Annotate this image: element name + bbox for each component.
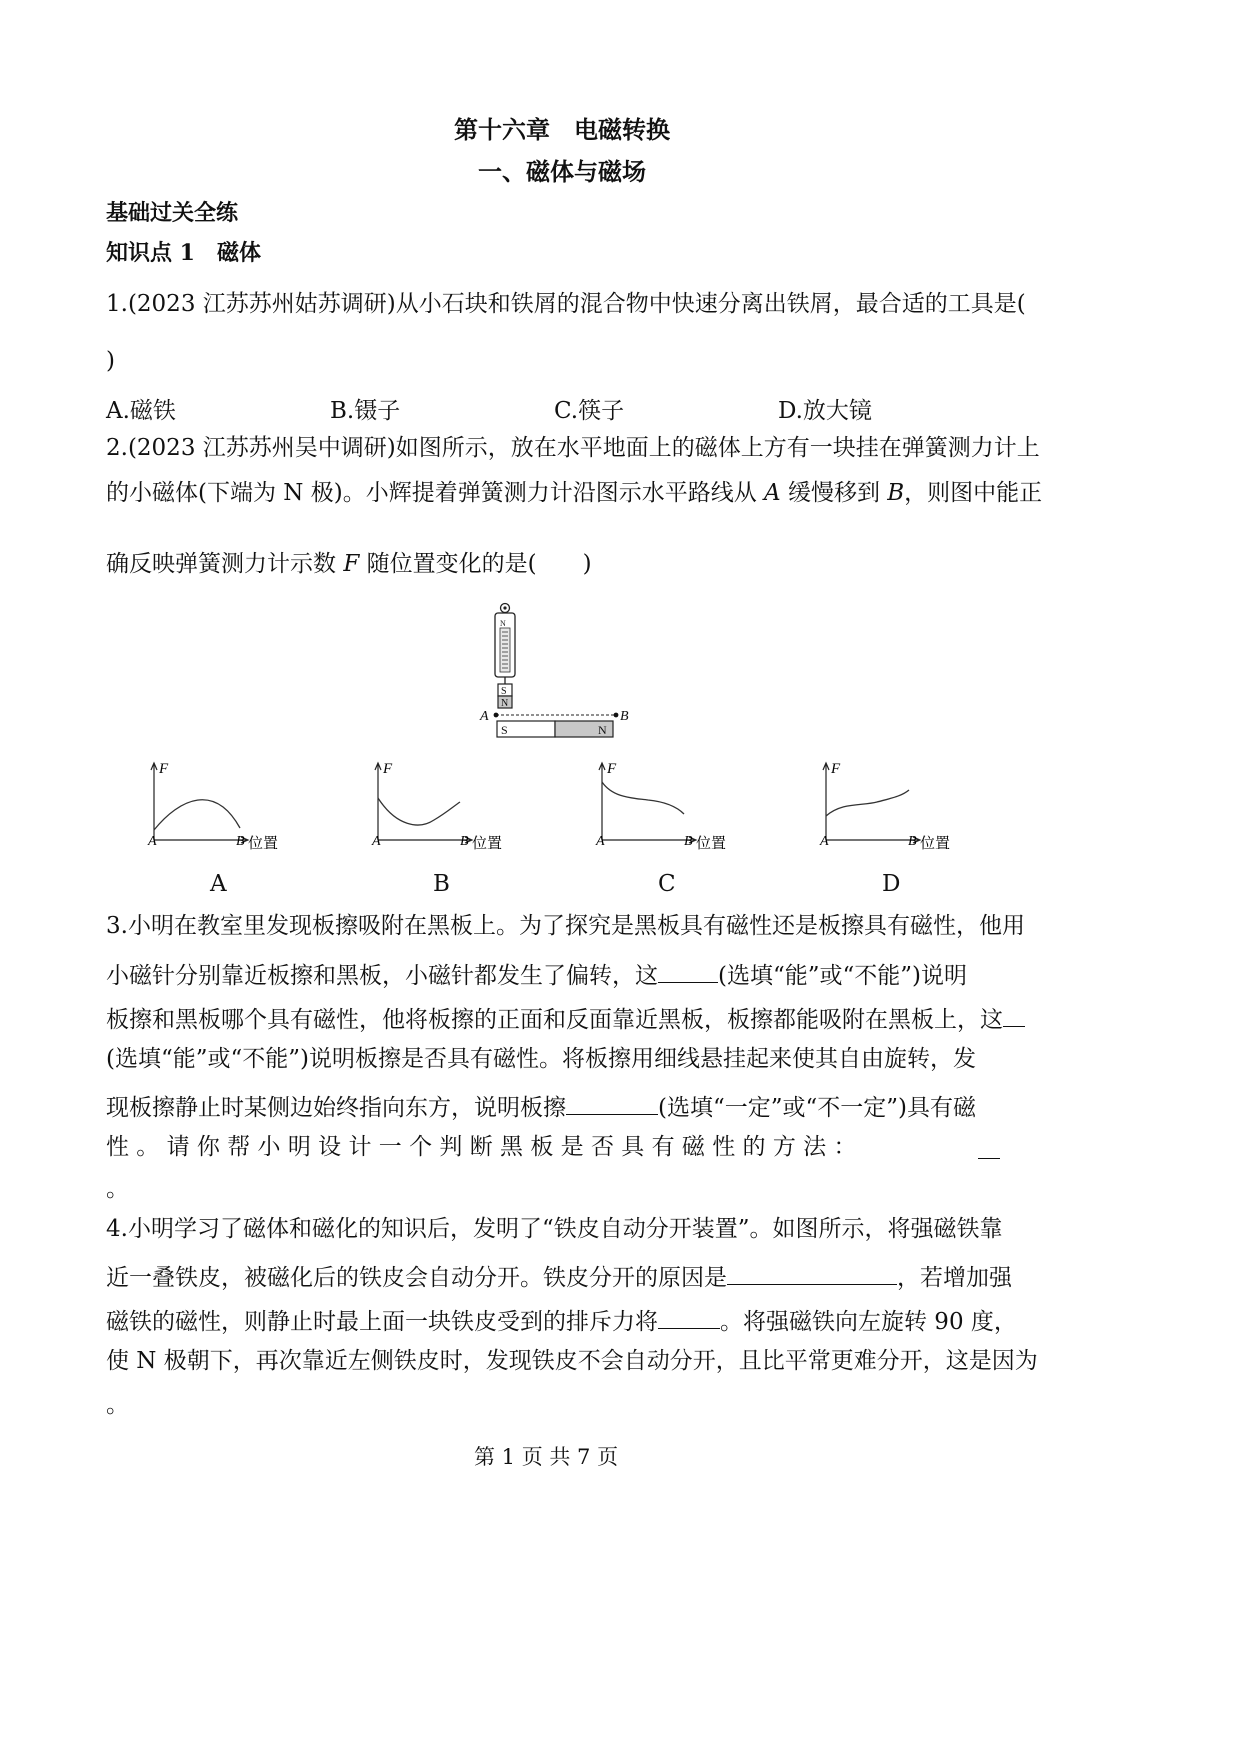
graph-option-b (364, 758, 524, 858)
graph-x-start: A (596, 834, 605, 849)
bar-magnet-south-label: S (501, 723, 508, 737)
practice-heading: 基础过关全练 (106, 200, 239, 226)
question-2-line-3 (106, 553, 592, 576)
graph-y-label: F (831, 761, 841, 777)
path-point-a: A (480, 709, 489, 724)
answer-blank[interactable] (658, 960, 718, 983)
path-point-b: B (620, 709, 629, 724)
q1-option-c: C.筷子 (554, 398, 625, 424)
graph-option-a-label: A (210, 871, 227, 897)
q2-text-part: ，则图中能正 (904, 480, 1043, 506)
q3-text-part: (选填“一定”或“不一定”)具有磁 (658, 1095, 976, 1121)
question-4-line-1: 4.小明学习了磁体和磁化的知识后，发明了“铁皮自动分开装置”。如图所示，将强磁铁靠 (106, 1216, 1003, 1242)
q1-option-a: A.磁铁 (106, 398, 176, 424)
answer-blank[interactable] (727, 1262, 897, 1285)
q1-option-b: B.镊子 (330, 398, 401, 424)
graph-y-label: F (383, 761, 393, 777)
graph-x-label: 位置 (696, 836, 727, 852)
graph-option-a (140, 758, 300, 858)
question-3-line-3 (106, 1004, 1025, 1032)
graph-x-end: B (236, 834, 245, 849)
question-4-line-3 (106, 1306, 1017, 1334)
graph-curve (602, 782, 684, 814)
graph-option-c-label: C (658, 871, 676, 897)
question-3-line-4: (选填“能”或“不能”)说明板擦是否具有磁性。将板擦用细线悬挂起来使其自由旋转，发 (106, 1046, 976, 1072)
graph-x-label: 位置 (472, 836, 503, 852)
question-1-close-paren: ) (106, 348, 115, 374)
answer-blank[interactable] (566, 1092, 658, 1115)
question-3-line-1: 3.小明在教室里发现板擦吸附在黑板上。为了探究是黑板具有磁性还是板擦具有磁性，他用 (106, 913, 1025, 939)
q2-point-b: B (887, 480, 905, 506)
question-3-line-6: 性 。 请 你 帮 小 明 设 计 一 个 判 断 黑 板 是 否 具 有 磁 性 的 方 法 ： (106, 1134, 857, 1160)
q2-text-part: 确反映弹簧测力计示数 (106, 551, 344, 577)
q2-text-part: 随位置变化的是( ) (359, 551, 592, 577)
small-magnet-north-label: N (501, 698, 509, 709)
section-title: 一、磁体与磁场 (478, 157, 646, 186)
question-4-line-5: 。 (106, 1392, 129, 1418)
question-2-line-1: 2.(2023 江苏苏州吴中调研)如图所示，放在水平地面上的磁体上方有一块挂在弹簧测力计上 (106, 435, 1040, 461)
graph-y-label: F (607, 761, 617, 777)
graph-x-end: B (460, 834, 469, 849)
question-3-line-2 (106, 960, 967, 988)
graph-curve (378, 798, 460, 825)
q3-text-part: 小磁针分别靠近板擦和黑板，小磁针都发生了偏转，这 (106, 963, 658, 989)
q3-text-part: (选填“能”或“不能”)说明 (718, 963, 967, 989)
q2-text-part: 的小磁体(下端为 N 极)。小辉提着弹簧测力计沿图示水平路线从 (106, 480, 765, 506)
meter-unit-label: N (500, 619, 506, 628)
question-3-line-5 (106, 1092, 976, 1120)
q2-point-a: A (764, 480, 781, 506)
question-1-text: 1.(2023 江苏苏州姑苏调研)从小石块和铁屑的混合物中快速分离出铁屑，最合适的工具是( (106, 291, 1026, 317)
question-4-line-4: 使 N 极朝下，再次靠近左侧铁皮时，发现铁皮不会自动分开，且比平常更难分开，这是因为 (106, 1348, 1038, 1374)
graph-x-end: B (684, 834, 693, 849)
q2-force-symbol: F (343, 551, 360, 577)
graph-option-d-label: D (882, 871, 901, 897)
small-magnet-south-label: S (501, 686, 507, 697)
chapter-title: 第十六章 电磁转换 (454, 115, 670, 144)
answer-blank[interactable] (1003, 1004, 1025, 1027)
graph-x-start: A (148, 834, 157, 849)
graph-curve (154, 800, 240, 830)
page-footer: 第 1 页 共 7 页 (474, 1445, 619, 1469)
q4-text-part: 磁铁的磁性，则静止时最上面一块铁皮受到的排斥力将 (106, 1309, 658, 1335)
graph-curve (826, 790, 909, 816)
magnet-apparatus-figure (470, 598, 650, 743)
question-2-line-2 (106, 482, 1042, 505)
graph-option-b-label: B (433, 871, 450, 897)
q4-text-part: ，若增加强 (897, 1265, 1012, 1291)
question-4-line-2 (106, 1262, 1012, 1290)
q4-text-part: 。将强磁铁向左旋转 90 度， (720, 1309, 1017, 1335)
graph-option-d (812, 758, 972, 858)
q3-text-part: 板擦和黑板哪个具有磁性，他将板擦的正面和反面靠近黑板，板擦都能吸附在黑板上，这 (106, 1007, 1003, 1033)
q1-option-d: D.放大镜 (778, 398, 872, 424)
graph-option-c (588, 758, 748, 858)
answer-blank[interactable] (978, 1136, 1002, 1163)
knowledge-point-heading: 知识点 1 磁体 (106, 240, 261, 266)
q2-text-part: 缓慢移到 (780, 480, 888, 506)
graph-x-start: A (820, 834, 829, 849)
graph-x-label: 位置 (248, 836, 279, 852)
bar-magnet-north-label: N (598, 723, 607, 737)
q4-text-part: 近一叠铁皮，被磁化后的铁皮会自动分开。铁皮分开的原因是 (106, 1265, 727, 1291)
graph-x-start: A (372, 834, 381, 849)
answer-blank[interactable] (658, 1306, 720, 1329)
graph-x-end: B (908, 834, 917, 849)
graph-x-label: 位置 (920, 836, 951, 852)
graph-y-label: F (159, 761, 169, 777)
q3-text-part: 现板擦静止时某侧边始终指向东方，说明板擦 (106, 1095, 566, 1121)
question-3-line-7: 。 (106, 1176, 129, 1202)
